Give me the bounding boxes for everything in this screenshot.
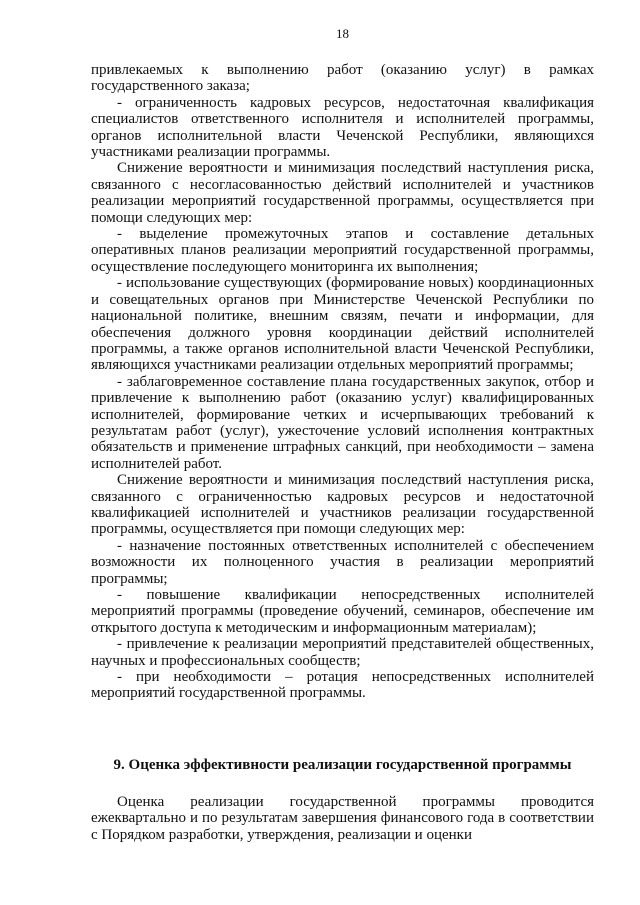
paragraph: - при необходимости – ротация непосредственных исполнителей мероприятий государственной программы. xyxy=(91,669,594,702)
paragraph: Снижение вероятности и минимизация последствий наступления риска, связанного с несогласованностью действий исполнителей и участников реализации мероприятий государственной программы, осуществляется при помощи следующих мер: xyxy=(91,160,594,226)
paragraph: привлекаемых к выполнению работ (оказанию услуг) в рамках государственного заказа; xyxy=(91,62,594,95)
body-text xyxy=(91,62,594,702)
paragraph: - повышение квалификации непосредственных исполнителей мероприятий программы (проведение обучений, семинаров, обеспечение им открытого доступа к методическим и информационным материалам); xyxy=(91,587,594,636)
paragraph: - выделение промежуточных этапов и составление детальных оперативных планов реализации мероприятий государственной программы, осуществление последующего мониторинга их выполнения; xyxy=(91,226,594,275)
paragraph: - заблаговременное составление плана государственных закупок, отбор и привлечение к выполнению работ (оказанию услуг) квалифицированных исполнителей, формирование четких и исчерпывающих требований к результатам работ (услуг), ужесточение условий исполнения контрактных обязательств и применение штрафных санкций, при необходимости – замена исполнителей работ. xyxy=(91,373,594,472)
section-heading: 9. Оценка эффективности реализации государственной программы xyxy=(113,757,572,773)
paragraph: Снижение вероятности и минимизация последствий наступления риска, связанного с ограниченностью кадровых ресурсов и недостаточной квалификацией исполнителей и участников реализации государственной программы, осуществляется при помощи следующих мер: xyxy=(91,472,594,538)
closing-text xyxy=(91,794,594,843)
paragraph: - использование существующих (формирование новых) координационных и совещательных органов при Министерстве Чеченской Республики по национальной политике, внешним связям, печати и информации, для обеспечения должного уровня координации действий исполнителей программы, а также органов исполнительной власти Чеченской Республики, являющихся участниками реализации отдельных мероприятий программы; xyxy=(91,275,594,374)
paragraph: Оценка реализации государственной программы проводится ежеквартально и по результатам завершения финансового года в соответствии с Порядком разработки, утверждения, реализации и оценки xyxy=(91,794,594,843)
paragraph: - ограниченность кадровых ресурсов, недостаточная квалификация специалистов ответственного исполнителя и исполнителей программы, органов исполнительной власти Чеченской Республики, являющихся участниками реализации программы. xyxy=(91,94,594,161)
paragraph: - привлечение к реализации мероприятий представителей общественных, научных и профессиональных сообществ; xyxy=(91,636,594,669)
paragraph: - назначение постоянных ответственных исполнителей с обеспечением возможности их полноценного участия в реализации мероприятий программы; xyxy=(91,537,594,587)
page-number: 18 xyxy=(336,26,349,41)
